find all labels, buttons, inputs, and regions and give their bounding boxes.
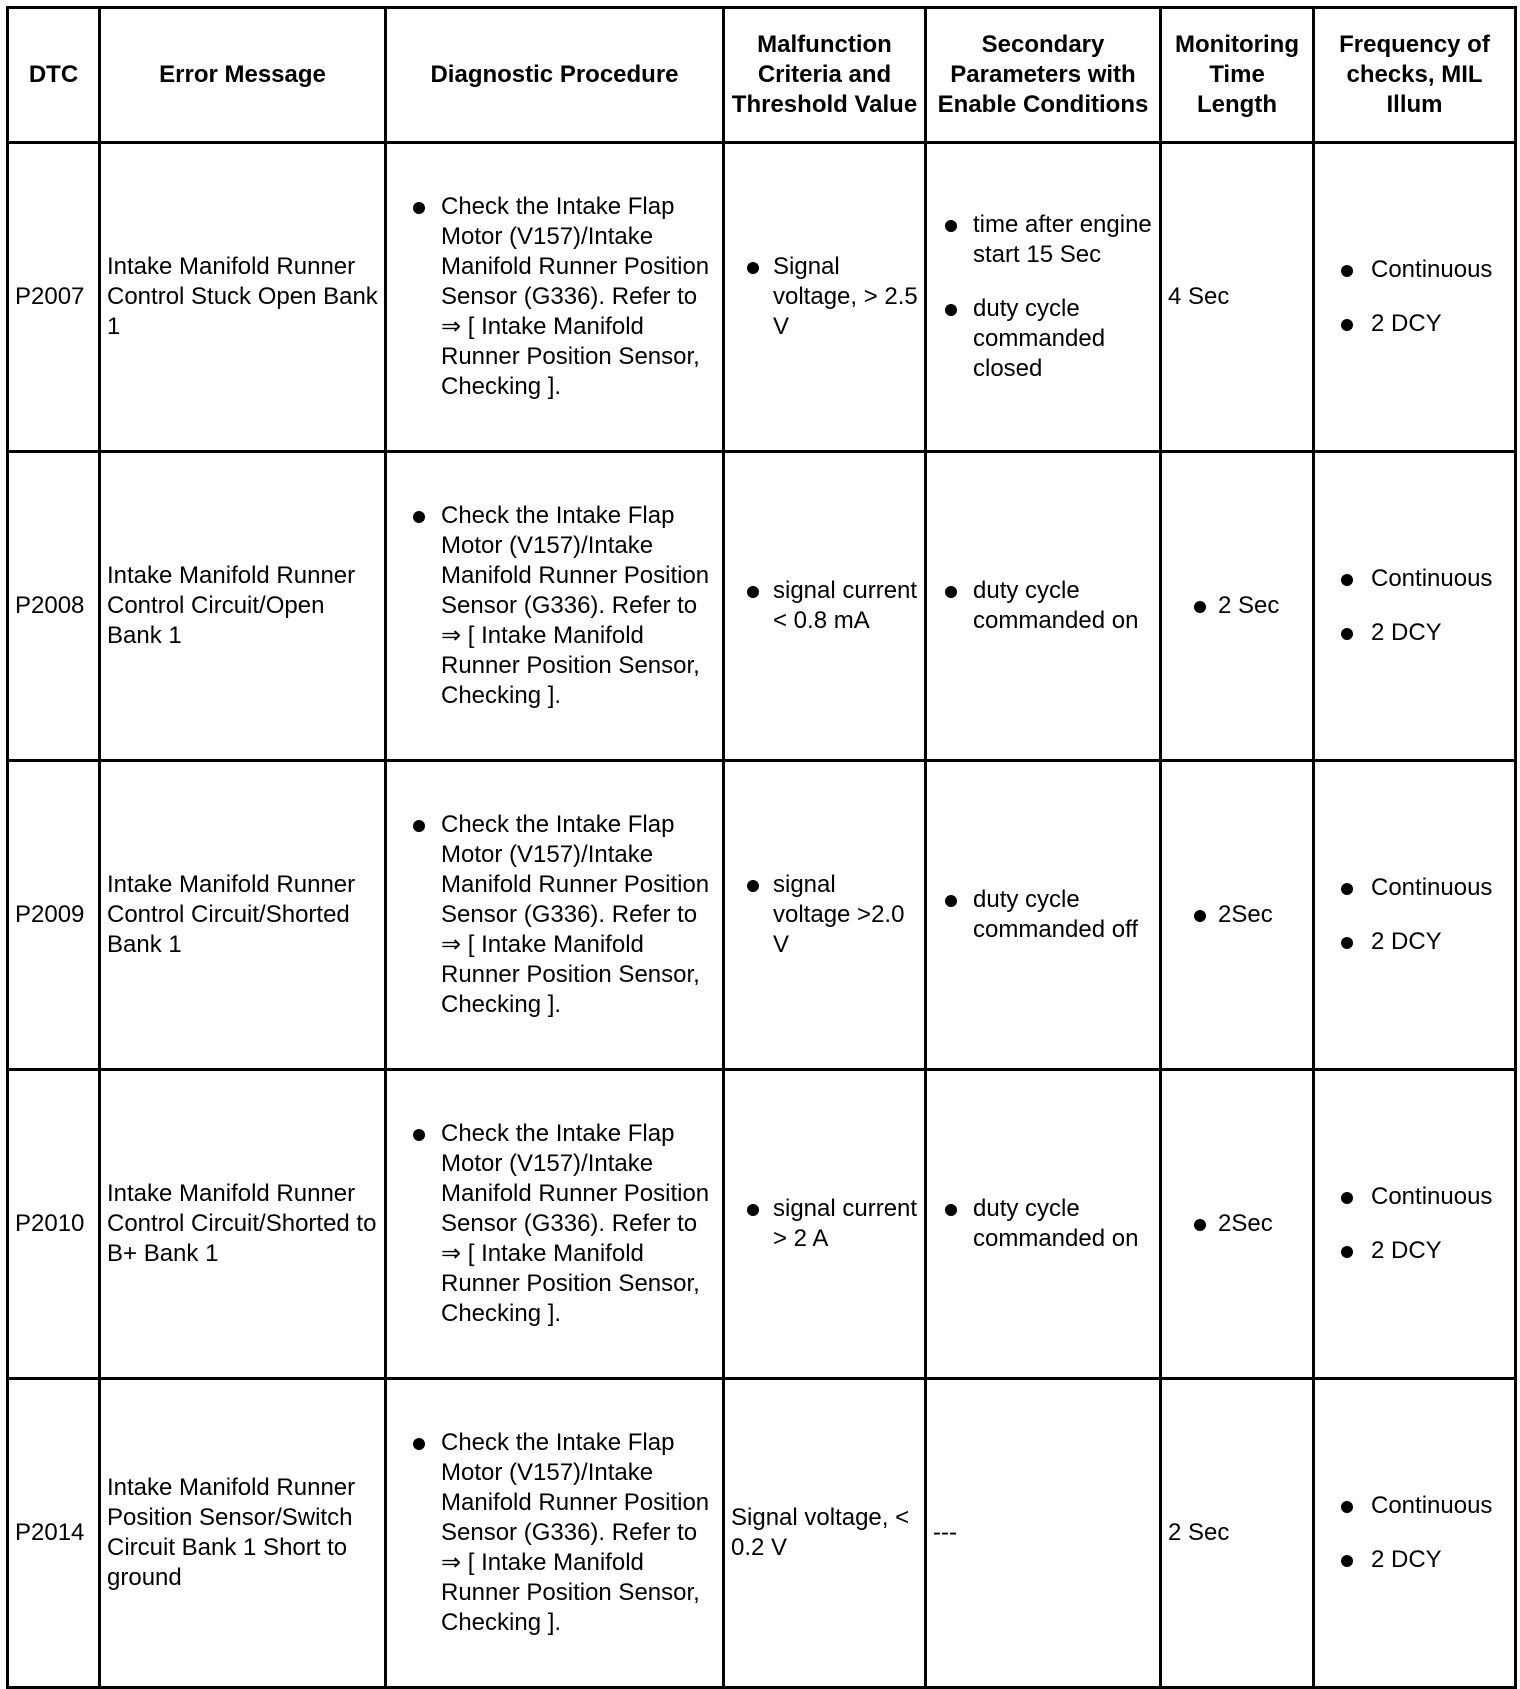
diagnostic-step: Check the Intake Flap Motor (V157)/Intake Manifold Runner Position Sensor (G336). Refer to ⇒ [ Intake Manifold Runner Position Sensor, Checking ]. [393,1428,716,1638]
header-frequency-mil: Frequency of checks, MIL Illum [1314,8,1516,143]
secondary-item: duty cycle commanded on [933,576,1153,636]
frequency-item: Continuous [1321,1182,1508,1212]
table-row [8,1379,1516,1688]
malfunction-criteria [724,452,926,761]
secondary-parameters [926,761,1161,1070]
diagnostic-procedure [386,761,724,1070]
secondary-parameters [926,452,1161,761]
malfunction-item: Signal voltage, > 2.5 V [731,252,918,342]
error-message: Intake Manifold Runner Position Sensor/Switch Circuit Bank 1 Short to ground [100,1379,386,1688]
frequency-item: Continuous [1321,1491,1508,1521]
malfunction-criteria [724,143,926,452]
diagnostic-procedure [386,1070,724,1379]
frequency-mil [1314,143,1516,452]
diagnostic-step: Check the Intake Flap Motor (V157)/Intake Manifold Runner Position Sensor (G336). Refer to ⇒ [ Intake Manifold Runner Position Sensor, Checking ]. [393,501,716,711]
header-dtc: DTC [8,8,100,143]
monitoring-time: 4 Sec [1161,143,1314,452]
header-error-message: Error Message [100,8,386,143]
frequency-mil [1314,452,1516,761]
dtc-table-sheet [6,6,1514,1676]
frequency-item: 2 DCY [1321,618,1508,648]
diagnostic-procedure [386,1379,724,1688]
dtc-code: P2008 [8,452,100,761]
header-malfunction-criteria: Malfunction Criteria and Threshold Value [724,8,926,143]
diagnostic-procedure [386,143,724,452]
frequency-item: Continuous [1321,255,1508,285]
frequency-mil [1314,761,1516,1070]
table-row [8,143,1516,452]
monitoring-time [1161,452,1314,761]
secondary-parameters [926,1070,1161,1379]
secondary-item: time after engine start 15 Sec [933,210,1153,270]
header-row [8,8,1516,143]
frequency-item: 2 DCY [1321,1545,1508,1575]
dtc-code: P2014 [8,1379,100,1688]
secondary-parameters [926,143,1161,452]
dtc-code: P2007 [8,143,100,452]
monitoring-time: 2 Sec [1161,1379,1314,1688]
diagnostic-step: Check the Intake Flap Motor (V157)/Intake Manifold Runner Position Sensor (G336). Refer to ⇒ [ Intake Manifold Runner Position Sensor, Checking ]. [393,1119,716,1329]
diagnostic-procedure [386,452,724,761]
table-row [8,761,1516,1070]
secondary-item: duty cycle commanded on [933,1194,1153,1254]
secondary-item: duty cycle commanded off [933,885,1153,945]
frequency-item: 2 DCY [1321,1236,1508,1266]
monitoring-item: 2Sec [1168,1209,1306,1239]
header-monitoring-time: Monitoring Time Length [1161,8,1314,143]
secondary-item: duty cycle commanded closed [933,294,1153,384]
error-message: Intake Manifold Runner Control Stuck Open Bank 1 [100,143,386,452]
error-message: Intake Manifold Runner Control Circuit/Open Bank 1 [100,452,386,761]
frequency-item: 2 DCY [1321,927,1508,957]
table-row [8,1070,1516,1379]
diagnostic-step: Check the Intake Flap Motor (V157)/Intake Manifold Runner Position Sensor (G336). Refer to ⇒ [ Intake Manifold Runner Position Sensor, Checking ]. [393,810,716,1020]
malfunction-item: signal voltage >2.0 V [731,870,918,960]
error-message: Intake Manifold Runner Control Circuit/Shorted Bank 1 [100,761,386,1070]
table-row [8,452,1516,761]
frequency-mil [1314,1070,1516,1379]
header-secondary-parameters: Secondary Parameters with Enable Conditions [926,8,1161,143]
monitoring-time [1161,761,1314,1070]
frequency-item: Continuous [1321,873,1508,903]
frequency-mil [1314,1379,1516,1688]
malfunction-criteria [724,1070,926,1379]
malfunction-item: signal current > 2 A [731,1194,918,1254]
malfunction-item: signal current < 0.8 mA [731,576,918,636]
frequency-item: Continuous [1321,564,1508,594]
dtc-table [6,6,1517,1689]
error-message: Intake Manifold Runner Control Circuit/Shorted to B+ Bank 1 [100,1070,386,1379]
dtc-code: P2010 [8,1070,100,1379]
monitoring-item: 2 Sec [1168,591,1306,621]
frequency-item: 2 DCY [1321,309,1508,339]
malfunction-criteria: Signal voltage, < 0.2 V [724,1379,926,1688]
dtc-code: P2009 [8,761,100,1070]
monitoring-time [1161,1070,1314,1379]
malfunction-criteria [724,761,926,1070]
diagnostic-step: Check the Intake Flap Motor (V157)/Intake Manifold Runner Position Sensor (G336). Refer to ⇒ [ Intake Manifold Runner Position Sensor, Checking ]. [393,192,716,402]
header-diagnostic-procedure: Diagnostic Procedure [386,8,724,143]
monitoring-item: 2Sec [1168,900,1306,930]
secondary-parameters: --- [926,1379,1161,1688]
